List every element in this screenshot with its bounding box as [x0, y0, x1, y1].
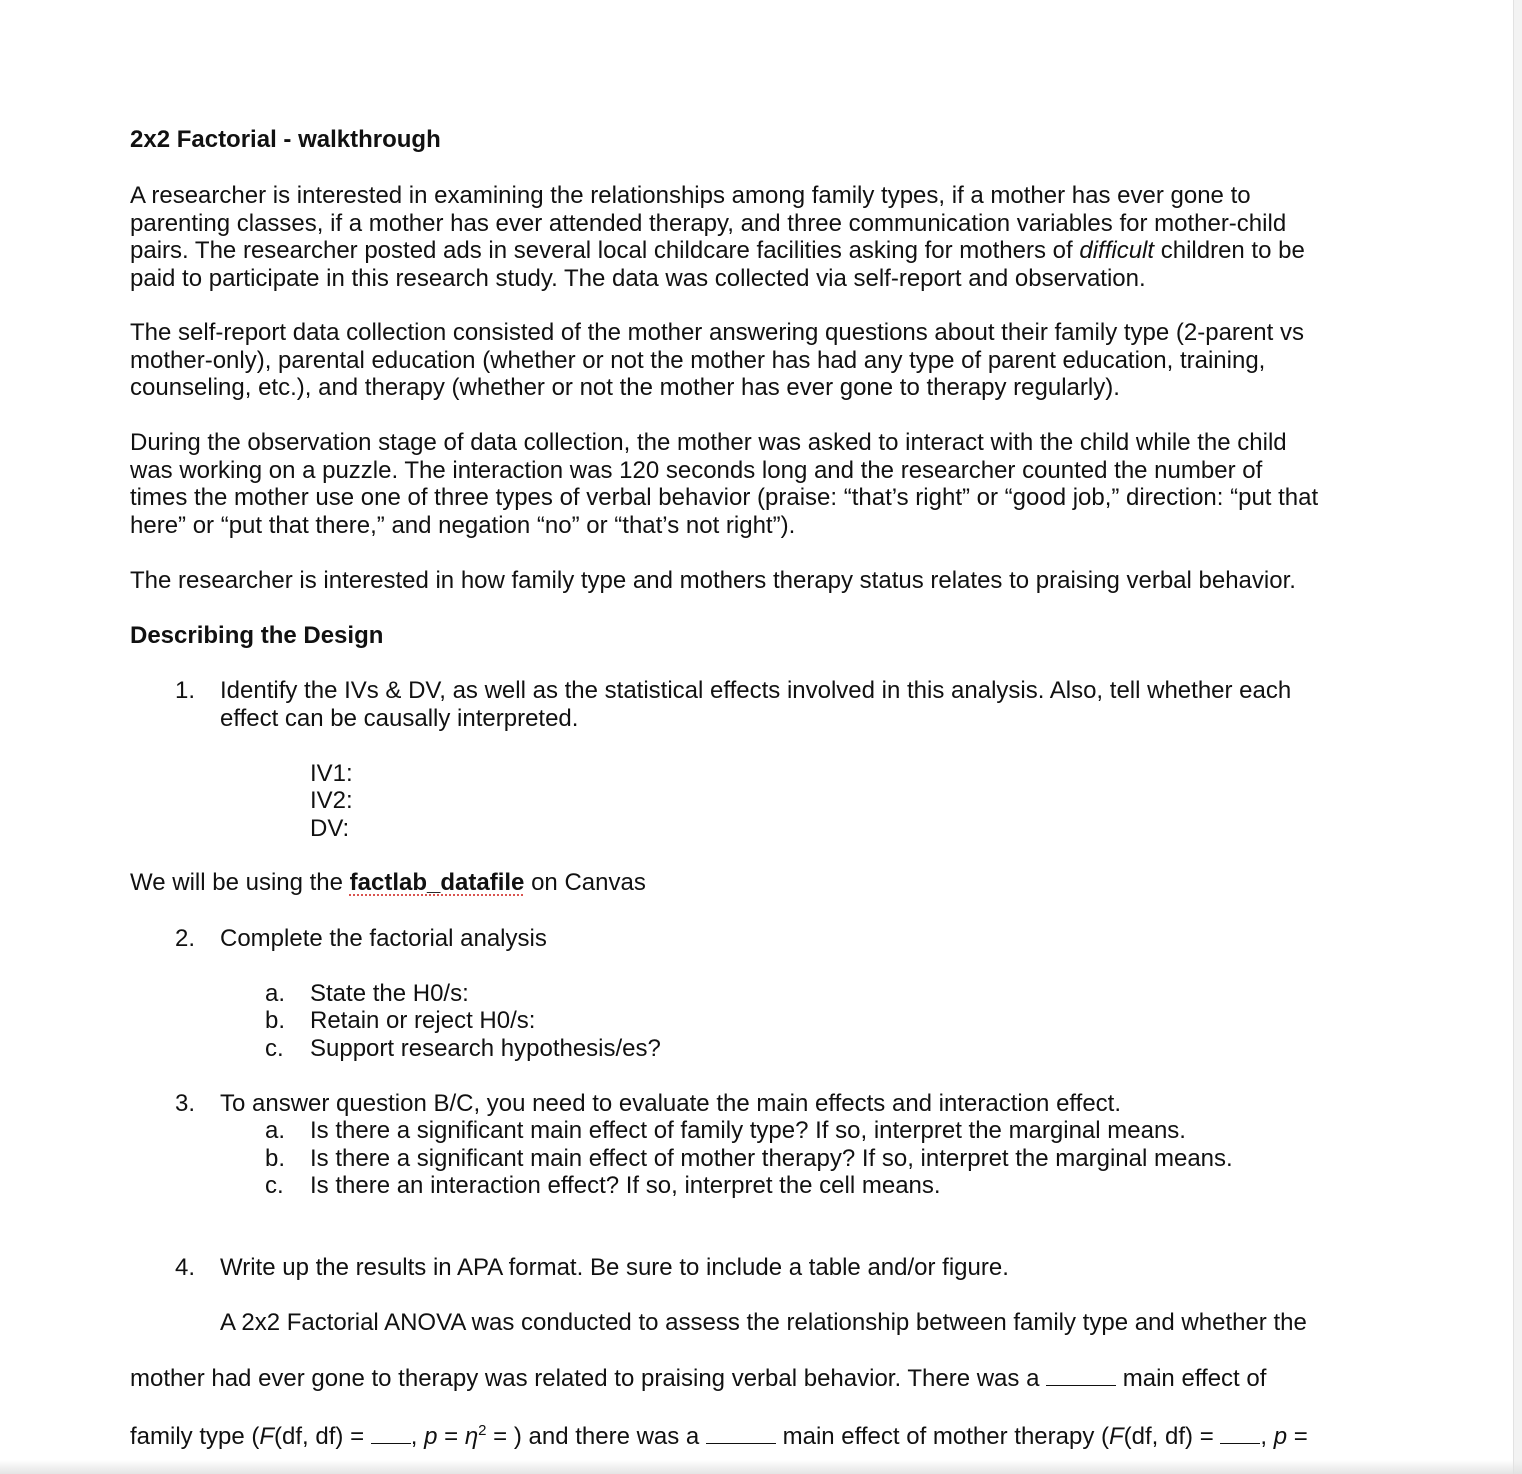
- self-report-line-1: The self-report data collection consisted of the mother answering questions about their family type (2-parent vs: [130, 319, 1304, 346]
- q1-number: 1.: [175, 677, 196, 704]
- q2-item-c-letter: c.: [265, 1035, 284, 1062]
- q3-item-b-text: Is there a significant main effect of mother therapy? If so, interpret the marginal means.: [310, 1145, 1233, 1172]
- intro-italic-difficult: difficult: [1079, 237, 1155, 264]
- observation-paragraph: [130, 429, 1380, 539]
- stat-p-italic-2: p: [1273, 1423, 1288, 1450]
- q3-item-c-text: Is there an interaction effect? If so, interpret the cell means.: [310, 1172, 941, 1199]
- q4-text: Write up the results in APA format. Be sure to include a table and/or figure.: [220, 1254, 1009, 1281]
- stat-eta-italic: η: [464, 1423, 479, 1450]
- intro-line-2: parenting classes, if a mother has ever attended therapy, and three communication variables for mother-child: [130, 209, 1287, 237]
- datafile-suffix: on Canvas: [524, 869, 646, 896]
- intro-paragraph: [130, 182, 1380, 292]
- q4-number: 4.: [175, 1254, 196, 1281]
- blank-f-therapy[interactable]: [1220, 1421, 1260, 1444]
- writeup-line-3-g: (df, df) =: [1123, 1423, 1221, 1450]
- writeup-line-3-d: =: [437, 1423, 465, 1450]
- section-heading: Describing the Design: [130, 622, 384, 649]
- self-report-line-3: counseling, etc.), and therapy (whether or not the mother has ever gone to therapy regularly).: [130, 374, 1120, 401]
- writeup-line-3-c: ,: [410, 1423, 425, 1450]
- q3-number: 3.: [175, 1090, 196, 1117]
- iv2-label: IV2:: [310, 787, 353, 814]
- dv-label: DV:: [310, 815, 350, 842]
- q2-item-a-letter: a.: [265, 980, 286, 1007]
- stat-p-italic: p: [424, 1423, 438, 1450]
- q3-item-c-letter: c.: [265, 1172, 284, 1199]
- writeup-line-3-f: main effect of mother therapy (: [775, 1423, 1109, 1450]
- stat-f-italic: F: [259, 1423, 275, 1450]
- datafile-line: [130, 869, 646, 897]
- datafile-prefix: We will be using the: [130, 869, 350, 896]
- q2-item-b-letter: b.: [265, 1007, 286, 1034]
- q3-item-a-text: Is there a significant main effect of family type? If so, interpret the marginal means.: [310, 1117, 1186, 1144]
- observation-line-4: here” or “put that there,” and negation “no” or “that’s not right”).: [130, 511, 796, 539]
- q3-item-b-letter: b.: [265, 1145, 286, 1172]
- bottom-shadow: [0, 1460, 1522, 1474]
- intro-line-1: A researcher is interested in examining the relationships among family types, if a mother has ever gone to: [130, 182, 1251, 209]
- q1-line-2: effect can be causally interpreted.: [220, 705, 579, 732]
- writeup-line-3-a: family type (: [130, 1423, 260, 1450]
- q2-item-c-text: Support research hypothesis/es?: [310, 1035, 661, 1062]
- writeup-line-3-h: ,: [1260, 1423, 1274, 1450]
- q2-item-a-text: State the H0/s:: [310, 980, 469, 1007]
- writeup-line-3-e: = ) and there was a: [486, 1423, 706, 1450]
- observation-line-1: During the observation stage of data collection, the mother was asked to interact with the child while the child: [130, 429, 1287, 456]
- datafile-name[interactable]: factlab_datafile: [349, 869, 525, 896]
- intro-line-3: [130, 237, 1380, 265]
- intro-line-3-a: pairs. The researcher posted ads in several local childcare facilities asking for mothers of: [130, 237, 1080, 264]
- q2-item-b-text: Retain or reject H0/s:: [310, 1007, 536, 1034]
- writeup-line-2-b: main effect of: [1116, 1365, 1267, 1392]
- writeup-line-3: [130, 1417, 1308, 1451]
- document-title: 2x2 Factorial - walkthrough: [130, 126, 441, 153]
- blank-therapy-effect[interactable]: [706, 1421, 776, 1444]
- q3-text: To answer question B/C, you need to evaluate the main effects and interaction effect.: [220, 1090, 1122, 1117]
- observation-line-3: times the mother use one of three types of verbal behavior (praise: “that’s right” or “good job,” direction: “put that: [130, 484, 1319, 511]
- q3-item-a-letter: a.: [265, 1117, 286, 1144]
- self-report-paragraph: [130, 319, 1380, 402]
- stat-eta-squared: 2: [478, 1422, 487, 1439]
- q2-number: 2.: [175, 925, 196, 952]
- iv1-label: IV1:: [310, 760, 353, 787]
- blank-f-family[interactable]: [371, 1421, 411, 1444]
- writeup-line-2-a: mother had ever gone to therapy was related to praising verbal behavior. There was a: [130, 1365, 1047, 1392]
- writeup-line-1: A 2x2 Factorial ANOVA was conducted to assess the relationship between family type and whether the: [220, 1309, 1307, 1336]
- stat-f-italic-2: F: [1109, 1423, 1124, 1450]
- q2-text: Complete the factorial analysis: [220, 925, 547, 952]
- intro-line-4: paid to participate in this research study. The data was collected via self-report and observation.: [130, 264, 1146, 292]
- self-report-line-2: mother-only), parental education (whether or not the mother has had any type of parent education, training,: [130, 346, 1266, 374]
- q1-line-1: Identify the IVs & DV, as well as the statistical effects involved in this analysis. Also, tell whether each: [220, 677, 1292, 704]
- interest-statement: The researcher is interested in how family type and mothers therapy status relates to praising verbal behavior.: [130, 567, 1296, 594]
- blank-family-effect[interactable]: [1046, 1363, 1116, 1386]
- writeup-line-3-i: =: [1287, 1423, 1308, 1450]
- page-scrollbar-edge[interactable]: [1513, 0, 1522, 1474]
- writeup-line-3-b: (df, df) =: [274, 1423, 371, 1450]
- intro-line-3-b: children to be: [1154, 237, 1305, 264]
- observation-line-2: was working on a puzzle. The interaction was 120 seconds long and the researcher counted the number of: [130, 456, 1263, 484]
- writeup-line-2: [130, 1363, 1266, 1393]
